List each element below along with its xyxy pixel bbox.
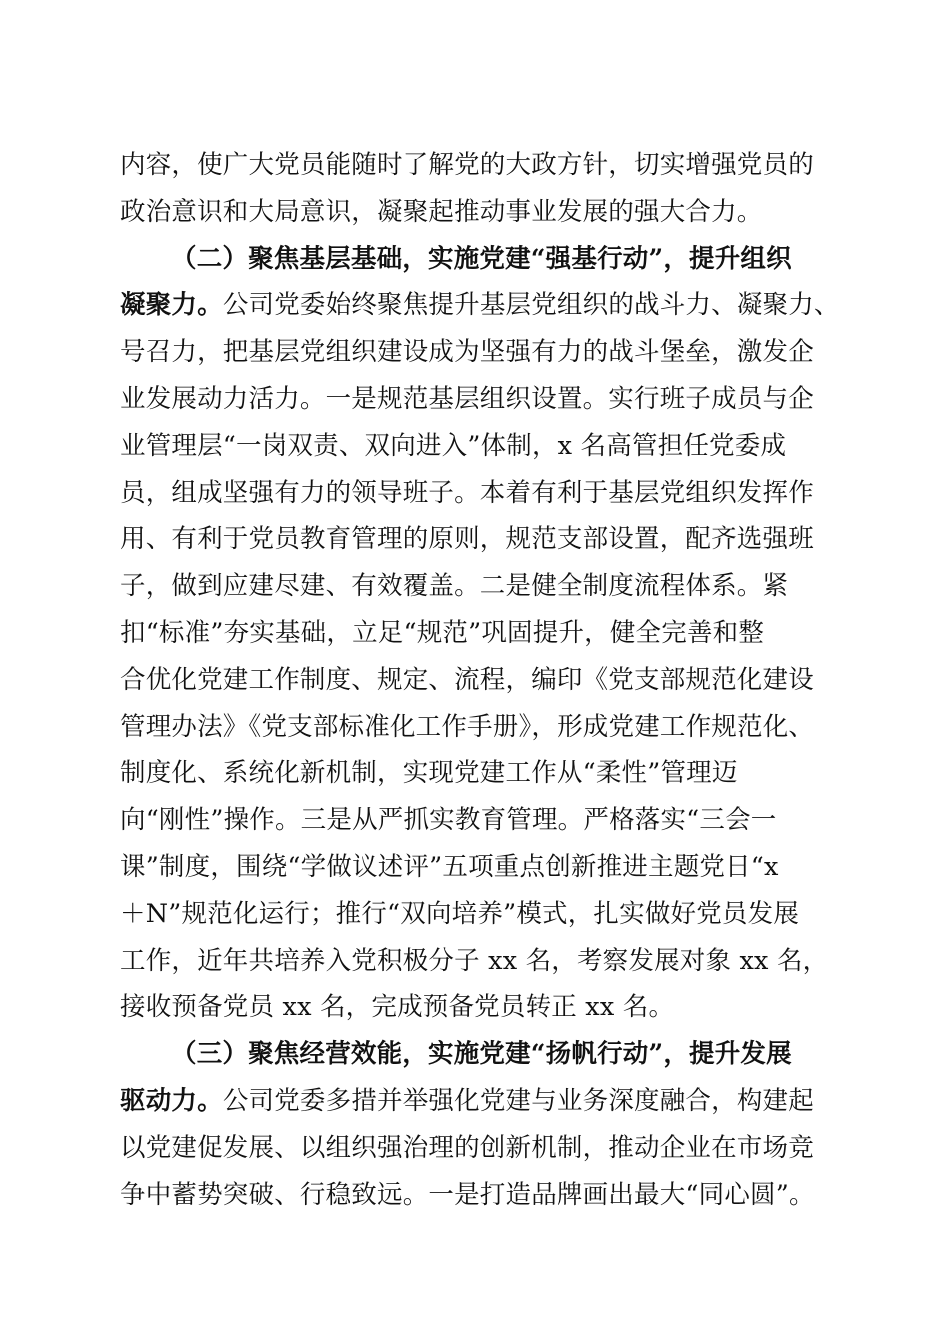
- text-line: [120, 1172, 840, 1219]
- line-text: ＋N”规范化运行；推行“双向培养”模式，扎实做好党员发展: [120, 898, 800, 929]
- text-line: [120, 142, 840, 189]
- text-line: [120, 938, 840, 985]
- text-line: [120, 891, 840, 938]
- text-line: [120, 797, 840, 844]
- text-line: [120, 1125, 840, 1172]
- text-line: [120, 657, 840, 704]
- line-text: 子，做到应建尽建、有效覆盖。二是健全制度流程体系。紧: [120, 571, 789, 602]
- text-line: [120, 844, 840, 891]
- line-text: 号召力，把基层党组织建设成为坚强有力的战斗堡垒，激发企: [120, 337, 814, 368]
- line-text: 争中蓄势突破、行稳致远。一是打造品牌画出最大“同心圆”。: [120, 1179, 815, 1210]
- text-line: [120, 1078, 840, 1125]
- line-text: 业发展动力活力。一是规范基层组织设置。实行班子成员与企: [120, 383, 814, 414]
- line-text: 向“刚性”操作。三是从严抓实教育管理。严格落实“三会一: [120, 805, 777, 836]
- text-line: [120, 610, 840, 657]
- line-text: 课”制度，围绕“学做议述评”五项重点创新推进主题党日“x: [120, 851, 779, 882]
- line-text: 工作，近年共培养入党积极分子 xx 名，考察发展对象 xx 名，: [120, 945, 829, 976]
- text-line: [120, 282, 840, 329]
- line-text: 业管理层“一岗双责、双向进入”体制，x 名高管担任党委成: [120, 430, 787, 461]
- text-line: [120, 516, 840, 563]
- text-line: [120, 704, 840, 751]
- bold-text: 凝聚力。: [120, 290, 223, 321]
- line-text: 以党建促发展、以组织强治理的创新机制，推动企业在市场竞: [120, 1132, 814, 1163]
- document-body: [120, 142, 840, 1218]
- bold-text: （三）聚焦经营效能，实施党建“扬帆行动”，提升发展: [171, 1039, 792, 1070]
- line-text: 用、有利于党员教育管理的原则，规范支部设置，配齐选强班: [120, 524, 814, 555]
- line-text: 政治意识和大局意识，凝聚起推动事业发展的强大合力。: [120, 196, 763, 227]
- text-line: [120, 189, 840, 236]
- text-line: [120, 329, 840, 376]
- bold-text: （二）聚焦基层基础，实施党建“强基行动”，提升组织: [171, 243, 792, 274]
- text-line: [120, 423, 840, 470]
- line-text: 管理办法》《党支部标准化工作手册》，形成党建工作规范化、: [120, 711, 815, 742]
- text-line: [120, 376, 840, 423]
- line-text: 合优化党建工作制度、规定、流程，编印《党支部规范化建设: [120, 664, 814, 695]
- line-text: 内容，使广大党员能随时了解党的大政方针，切实增强党员的: [120, 150, 814, 180]
- line-text: 员，组成坚强有力的领导班子。本着有利于基层党组织发挥作: [120, 477, 814, 508]
- section-heading-line: [120, 1031, 840, 1078]
- line-text: 制度化、系统化新机制，实现党建工作从“柔性”管理迈: [120, 758, 738, 789]
- line-text: 扣“标准”夯实基础，立足“规范”巩固提升，健全完善和整: [120, 617, 765, 648]
- line-text: 公司党委始终聚焦提升基层党组织的战斗力、凝聚力、: [222, 290, 840, 321]
- bold-text: 驱动力。: [120, 1085, 223, 1116]
- section-heading-line: [120, 236, 840, 283]
- text-line: [120, 563, 840, 610]
- line-text: 公司党委多措并举强化党建与业务深度融合，构建起: [222, 1085, 814, 1116]
- line-text: 接收预备党员 xx 名，完成预备党员转正 xx 名。: [120, 992, 675, 1023]
- text-line: [120, 750, 840, 797]
- text-line: [120, 984, 840, 1031]
- text-line: [120, 470, 840, 517]
